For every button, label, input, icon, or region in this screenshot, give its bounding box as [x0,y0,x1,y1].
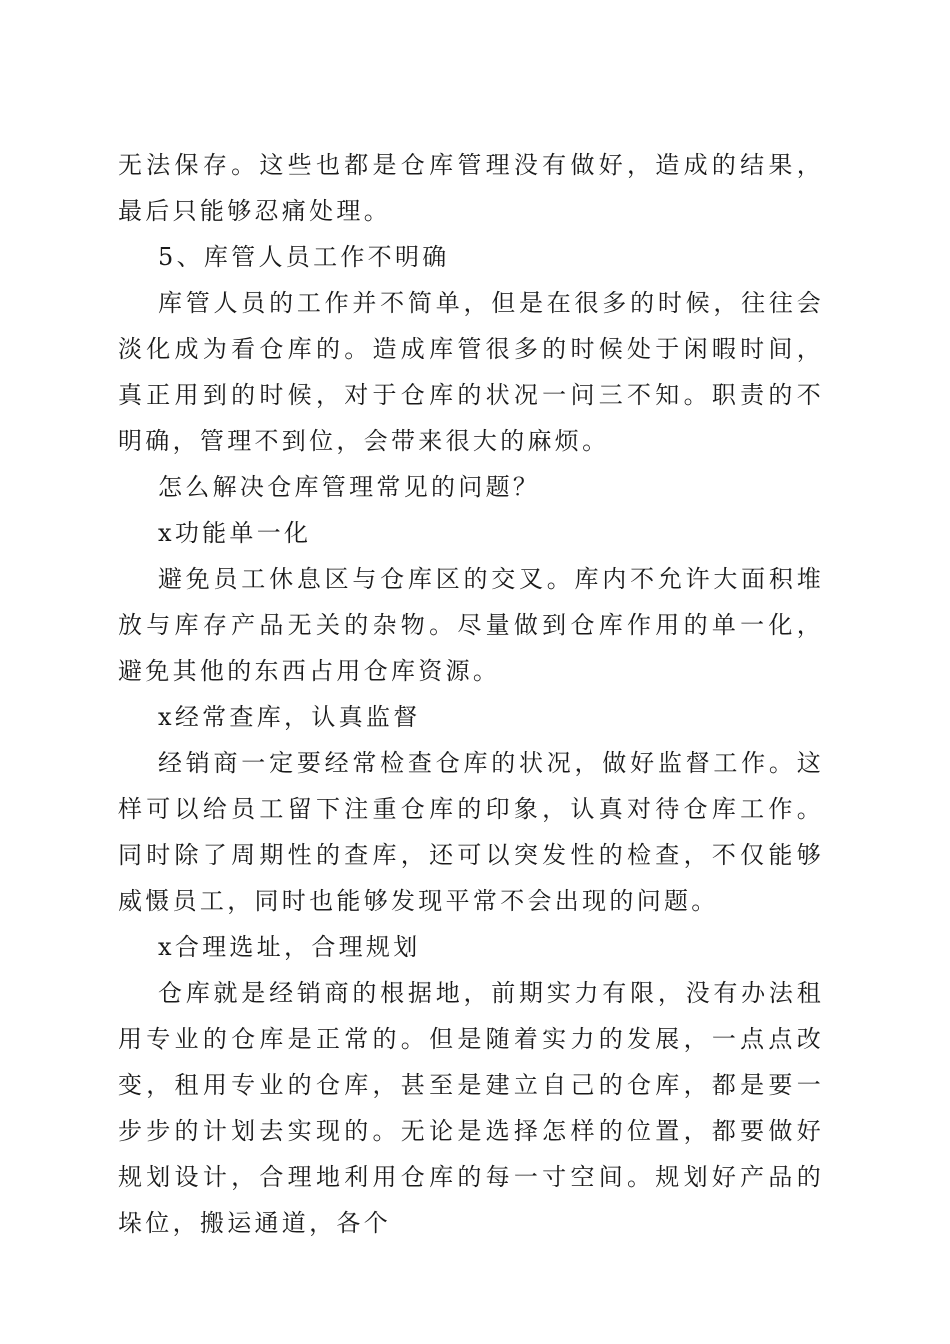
paragraph: 避免员工休息区与仓库区的交叉。库内不允许大面积堆放与库存产品无关的杂物。尽量做到仓库作用的单一化，避免其他的东西占用仓库资源。 [118,565,824,685]
subheading-site-planning: x合理选址，合理规划 [158,933,421,961]
subheading-single-function: x功能单一化 [158,519,312,547]
paragraph: 经销商一定要经常检查仓库的状况，做好监督工作。这样可以给员工留下注重仓库的印象，认真对待仓库工作。同时除了周期性的查库，还可以突发性的检查，不仅能够威慑员工，同时也能够发现平常不会出现的问题。 [118,749,824,915]
paragraph-continuation: 无法保存。这些也都是仓库管理没有做好，造成的结果，最后只能够忍痛处理。 [118,151,824,225]
section-heading-5: 5、库管人员工作不明确 [158,243,450,271]
section-question: 怎么解决仓库管理常见的问题？ [158,473,541,501]
subheading-inspection: x经常查库，认真监督 [158,703,421,731]
paragraph: 库管人员的工作并不简单，但是在很多的时候，往往会淡化成为看仓库的。造成库管很多的时候处于闲暇时间，真正用到的时候，对于仓库的状况一问三不知。职责的不明确，管理不到位，会带来很大的麻烦。 [118,289,824,455]
document-body [118,142,824,1246]
paragraph: 仓库就是经销商的根据地，前期实力有限，没有办法租用专业的仓库是正常的。但是随着实力的发展，一点点改变，租用专业的仓库，甚至是建立自己的仓库，都是要一步步的计划去实现的。无论是选择怎样的位置，都要做好规划设计，合理地利用仓库的每一寸空间。规划好产品的垛位，搬运通道，各个 [118,979,824,1237]
